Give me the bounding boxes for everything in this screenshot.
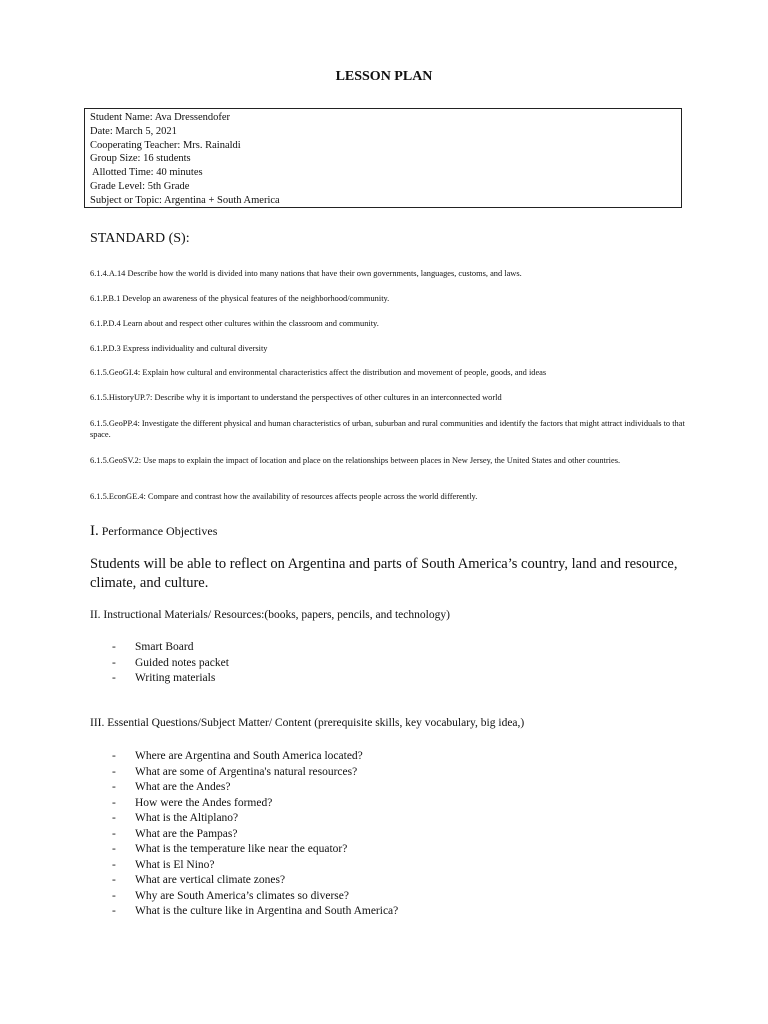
info-cooperating-teacher: Cooperating Teacher: Mrs. Rainaldi [90,139,241,151]
essential-questions-list [112,749,398,920]
list-item: - What is El Nino? [112,858,398,874]
list-item: - What is the culture like in Argentina and South America? [112,904,398,920]
standard-item: 6.1.5.HistoryUP.7: Describe why it is important to understand the perspectives of other cultures in an interconnected world [90,393,502,402]
bullet-dash: - [112,827,116,840]
standards-heading: STANDARD (S): [90,231,190,246]
bullet-dash: - [112,656,116,669]
bullet-dash: - [112,905,116,917]
list-item: - What are the Andes? [112,780,398,796]
info-student-name: Student Name: Ava Dressendofer [90,112,231,123]
info-grade-level: Grade Level: 5th Grade [90,180,190,192]
bullet-dash: - [112,796,116,809]
list-item: - Why are South America’s climates so diverse? [112,889,398,905]
materials-heading: II. Instructional Materials/ Resources:(books, papers, pencils, and technology) [90,609,450,621]
standard-item: 6.1.5.GeoPP.4: Investigate the different physical and human characteristics of urban, suburban and rural communities and identify the factors that might attract individuals to that space. [90,419,685,439]
info-group-size: Group Size: 16 students [90,153,191,165]
performance-objectives-heading [90,523,217,540]
bullet-dash: - [112,641,116,653]
standard-item: 6.1.5.GeoSV.2: Use maps to explain the impact of location and place on the relationships between places in New Jersey, the United States and other countries. [90,456,621,465]
list-item: - Smart Board [112,640,229,656]
standard-item: 6.1.4.A.14 Describe how the world is divided into many nations that have their own governments, languages, customs, and laws. [90,269,522,278]
essential-questions-heading: III. Essential Questions/Subject Matter/ Content (prerequisite skills, key vocabulary, big idea,) [90,717,525,729]
bullet-dash: - [112,750,116,762]
info-allotted-time: Allotted Time: 40 minutes [90,167,203,179]
performance-heading-text: Performance Objectives [98,524,218,538]
list-item: - Where are Argentina and South America located? [112,749,398,765]
bullet-dash: - [112,889,116,902]
bullet-dash: - [112,858,116,871]
student-info-box [84,108,682,208]
page-title: LESSON PLAN [335,69,433,84]
list-item: - What is the Altiplano? [112,811,398,827]
list-item: - What is the temperature like near the equator? [112,842,398,858]
list-item: - What are the Pampas? [112,827,398,843]
bullet-dash: - [112,781,116,793]
bullet-dash: - [112,874,116,886]
standard-item: 6.1.P.B.1 Develop an awareness of the physical features of the neighborhood/community. [90,294,390,303]
standard-item: 6.1.5.EconGE.4: Compare and contrast how the availability of resources affects people across the world differently. [90,492,478,501]
list-item: - How were the Andes formed? [112,796,398,812]
standard-item: 6.1.P.D.3 Express individuality and cultural diversity [90,344,268,353]
performance-objective-text: Students will be able to reflect on Argentina and parts of South America’s country, land and resource, climate, and culture. [90,556,678,591]
info-subject-topic: Subject or Topic: Argentina + South America [90,194,280,206]
bullet-dash: - [112,765,116,778]
standard-item: 6.1.P.D.4 Learn about and respect other cultures within the classroom and community. [90,319,379,328]
list-item: - What are some of Argentina's natural resources? [112,765,398,781]
standard-item: 6.1.5.GeoGI.4: Explain how cultural and environmental characteristics affect the distribution and movement of people, goods, and ideas [90,368,547,377]
performance-roman-numeral: I. [90,523,99,539]
list-item: - Writing materials [112,671,229,687]
bullet-dash: - [112,843,116,855]
materials-list [112,640,229,687]
bullet-dash: - [112,672,116,684]
bullet-dash: - [112,812,116,824]
info-date: Date: March 5, 2021 [90,125,177,137]
list-item: - Guided notes packet [112,656,229,672]
list-item: - What are vertical climate zones? [112,873,398,889]
